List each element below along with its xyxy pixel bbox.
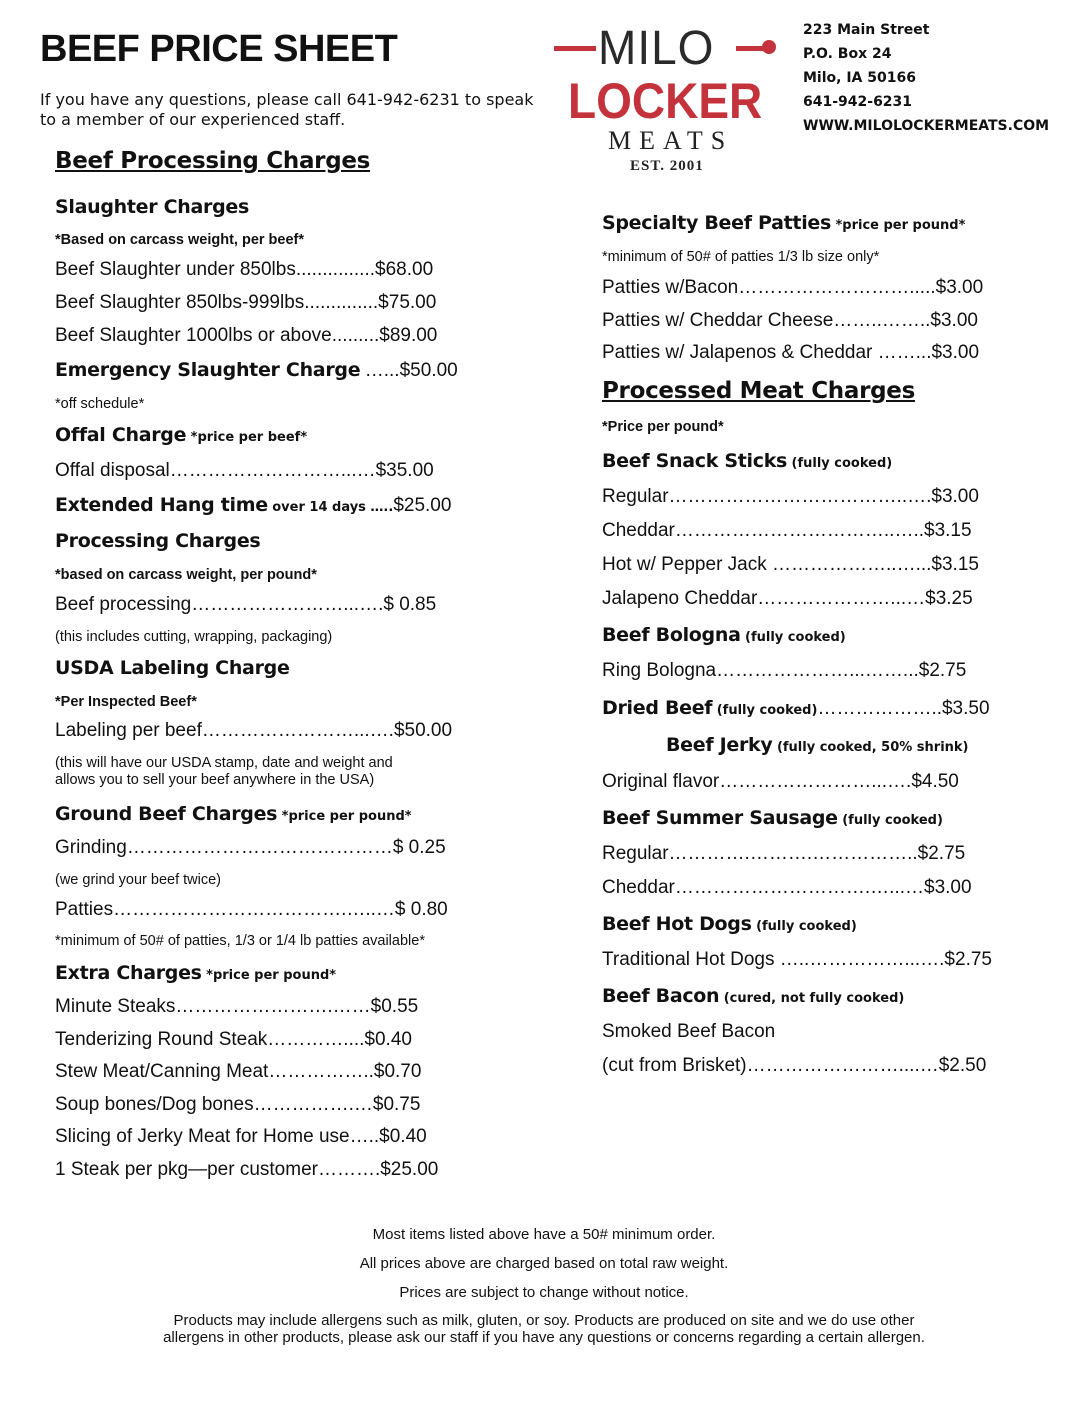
price-line: Beef processing……………………...….$ 0.85 bbox=[55, 594, 437, 615]
footer-allergen-1: Products may include allergens such as milk, gluten, or soy. Products are produced on site and we do use other bbox=[173, 1312, 915, 1329]
address-website: WWW.MILOLOCKERMEATS.COM bbox=[803, 118, 1050, 134]
summer-heading: Beef Summer Sausage bbox=[602, 807, 838, 829]
price-line: Cheddar………………………….…...…$3.00 bbox=[602, 877, 972, 898]
price-line: Patties w/ Cheddar Cheese……..……..$3.00 bbox=[602, 310, 978, 331]
price-line: Jalapeno Cheddar…………………...…$3.25 bbox=[602, 588, 973, 609]
address-city: Milo, IA 50166 bbox=[803, 70, 916, 86]
milo-locker-logo bbox=[552, 16, 782, 176]
logo-line-left bbox=[554, 46, 596, 51]
offal-heading: Offal Charge bbox=[55, 424, 187, 446]
footer-line: Prices are subject to change without notice. bbox=[399, 1284, 689, 1301]
hang-heading: Extended Hang time bbox=[55, 494, 268, 516]
patties-heading: Specialty Beef Patties bbox=[602, 212, 832, 234]
bacon-heading: Beef Bacon bbox=[602, 985, 720, 1007]
footer-line: All prices above are charged based on total raw weight. bbox=[359, 1255, 729, 1272]
slaughter-heading: Slaughter Charges bbox=[55, 196, 249, 218]
price-line: Cheddar……………………………..…..$3.15 bbox=[602, 520, 972, 541]
address-phone: 641-942-6231 bbox=[803, 94, 913, 110]
price-line: Minute Steaks…………………….……$0.55 bbox=[55, 996, 419, 1017]
dried-line bbox=[602, 697, 990, 720]
footer-allergen-2: allergens in other products, please ask our staff if you have any questions or concerns regarding a certain allergen. bbox=[163, 1329, 925, 1346]
dried-heading: Dried Beef bbox=[602, 697, 713, 719]
price-line: Labeling per beef……………………...….$50.00 bbox=[55, 720, 453, 741]
emergency-price: …...$50.00 bbox=[364, 360, 458, 381]
emergency-heading: Emergency Slaughter Charge bbox=[55, 359, 361, 381]
bacon-line bbox=[602, 985, 904, 1007]
intro-text: If you have any questions, please call 641-942-6231 to speak to a member of our experienced staff. bbox=[40, 90, 534, 129]
dried-tail: (fully cooked) bbox=[716, 703, 818, 718]
bacon-tail: (cured, not fully cooked) bbox=[723, 991, 905, 1006]
footer-line: Most items listed above have a 50# minimum order. bbox=[372, 1226, 716, 1243]
price-line: Tenderizing Round Steak…………....$0.40 bbox=[55, 1029, 412, 1050]
bologna-tail: (fully cooked) bbox=[745, 630, 846, 645]
price-line: Soup bones/Dog bones…………….…$0.75 bbox=[55, 1094, 421, 1115]
logo-knob-icon bbox=[762, 40, 776, 54]
price-line: Regular………………………………..….$3.00 bbox=[602, 486, 979, 507]
hang-line bbox=[55, 494, 451, 517]
logo-meats: MEATS bbox=[608, 126, 734, 155]
price-line: Offal disposal………………………...…$35.00 bbox=[55, 460, 434, 481]
price-line: Traditional Hot Dogs …..……………...….$2.75 bbox=[602, 949, 992, 970]
price-line: Patties w/ Jalapenos & Cheddar ……...$3.00 bbox=[602, 342, 980, 363]
address-street: 223 Main Street bbox=[803, 22, 930, 38]
sticks-tail: (fully cooked) bbox=[791, 456, 893, 471]
ground-minimum-note: *minimum of 50# of patties, 1/3 or 1/4 lb patties available* bbox=[55, 933, 425, 949]
address-pobox: P.O. Box 24 bbox=[803, 46, 892, 62]
bacon-item: Smoked Beef Bacon bbox=[602, 1021, 776, 1042]
extra-tail: *price per pound* bbox=[206, 968, 337, 983]
ground-detail: (we grind your beef twice) bbox=[55, 872, 222, 888]
emergency-line bbox=[55, 359, 458, 382]
hang-tail: over 14 days ….. bbox=[272, 500, 394, 515]
jerky-line bbox=[666, 734, 969, 756]
usda-detail-2: allows you to sell your beef anywhere in the USA) bbox=[55, 772, 375, 788]
logo-milo: MILO bbox=[598, 19, 715, 75]
hotdog-tail: (fully cooked) bbox=[756, 919, 857, 934]
hotdog-heading: Beef Hot Dogs bbox=[602, 913, 752, 935]
slaughter-note: *Based on carcass weight, per beef* bbox=[55, 232, 305, 248]
price-line: Regular………….……….……………..$2.75 bbox=[602, 843, 966, 864]
usda-heading: USDA Labeling Charge bbox=[55, 657, 290, 679]
ground-line bbox=[55, 803, 412, 825]
price-line: Original flavor……………………...….$4.50 bbox=[602, 771, 959, 792]
summer-line bbox=[602, 807, 943, 829]
price-line: Slicing of Jerky Meat for Home use…..$0.40 bbox=[55, 1126, 427, 1147]
sticks-line bbox=[602, 450, 892, 472]
bologna-heading: Beef Bologna bbox=[602, 624, 741, 646]
price-line: Beef Slaughter 850lbs-999lbs..............$75.00 bbox=[55, 292, 437, 313]
price-line: Beef Slaughter 1000lbs or above.........$89.00 bbox=[55, 325, 438, 346]
summer-tail: (fully cooked) bbox=[842, 813, 943, 828]
logo-established: EST. 2001 bbox=[630, 158, 704, 174]
usda-note: *Per Inspected Beef* bbox=[55, 694, 197, 710]
offal-line bbox=[55, 424, 307, 446]
price-line: (cut from Brisket)……………………....…$2.50 bbox=[602, 1055, 987, 1076]
extra-line bbox=[55, 962, 336, 984]
offal-tail: *price per beef* bbox=[190, 430, 308, 445]
price-line: Grinding……………………………………$ 0.25 bbox=[55, 837, 446, 858]
extra-heading: Extra Charges bbox=[55, 962, 202, 984]
patties-note: *minimum of 50# of patties 1/3 lb size only* bbox=[602, 249, 880, 265]
price-line: Ring Bologna…………………...……...$2.75 bbox=[602, 660, 967, 681]
price-line: Hot w/ Pepper Jack ………………..…...$3.15 bbox=[602, 554, 979, 575]
dried-price: ………………..$3.50 bbox=[817, 698, 990, 719]
processed-note: *Price per pound* bbox=[602, 419, 724, 435]
ground-tail: *price per pound* bbox=[281, 809, 412, 824]
emergency-note: *off schedule* bbox=[55, 396, 145, 412]
logo-locker: LOCKER bbox=[568, 73, 763, 129]
bologna-line bbox=[602, 624, 846, 646]
usda-detail-1: (this will have our USDA stamp, date and weight and bbox=[55, 755, 393, 771]
section-heading-processing: Beef Processing Charges bbox=[55, 148, 371, 174]
price-line: 1 Steak per pkg—per customer……….$25.00 bbox=[55, 1159, 439, 1180]
price-line: Stew Meat/Canning Meat……………..$0.70 bbox=[55, 1061, 422, 1082]
sticks-heading: Beef Snack Sticks bbox=[602, 450, 788, 472]
price-line: Patties w/Bacon……………………….....$3.00 bbox=[602, 277, 984, 298]
section-heading-processed: Processed Meat Charges bbox=[602, 378, 915, 404]
processing-note: *based on carcass weight, per pound* bbox=[55, 567, 317, 583]
patties-tail: *price per pound* bbox=[835, 218, 966, 233]
price-line: Beef Slaughter under 850lbs...............$68.00 bbox=[55, 259, 434, 280]
ground-heading: Ground Beef Charges bbox=[55, 803, 278, 825]
processing-heading: Processing Charges bbox=[55, 530, 261, 552]
jerky-heading: Beef Jerky bbox=[666, 734, 773, 756]
hang-price: $25.00 bbox=[393, 495, 452, 516]
page-title: BEEF PRICE SHEET bbox=[40, 28, 398, 70]
jerky-tail: (fully cooked, 50% shrink) bbox=[776, 740, 969, 755]
patties-line bbox=[602, 212, 965, 234]
hotdog-line bbox=[602, 913, 857, 935]
price-line: Patties……………………………….…..…$ 0.80 bbox=[55, 899, 448, 920]
processing-detail: (this includes cutting, wrapping, packaging) bbox=[55, 629, 333, 645]
address-block bbox=[803, 18, 1049, 138]
